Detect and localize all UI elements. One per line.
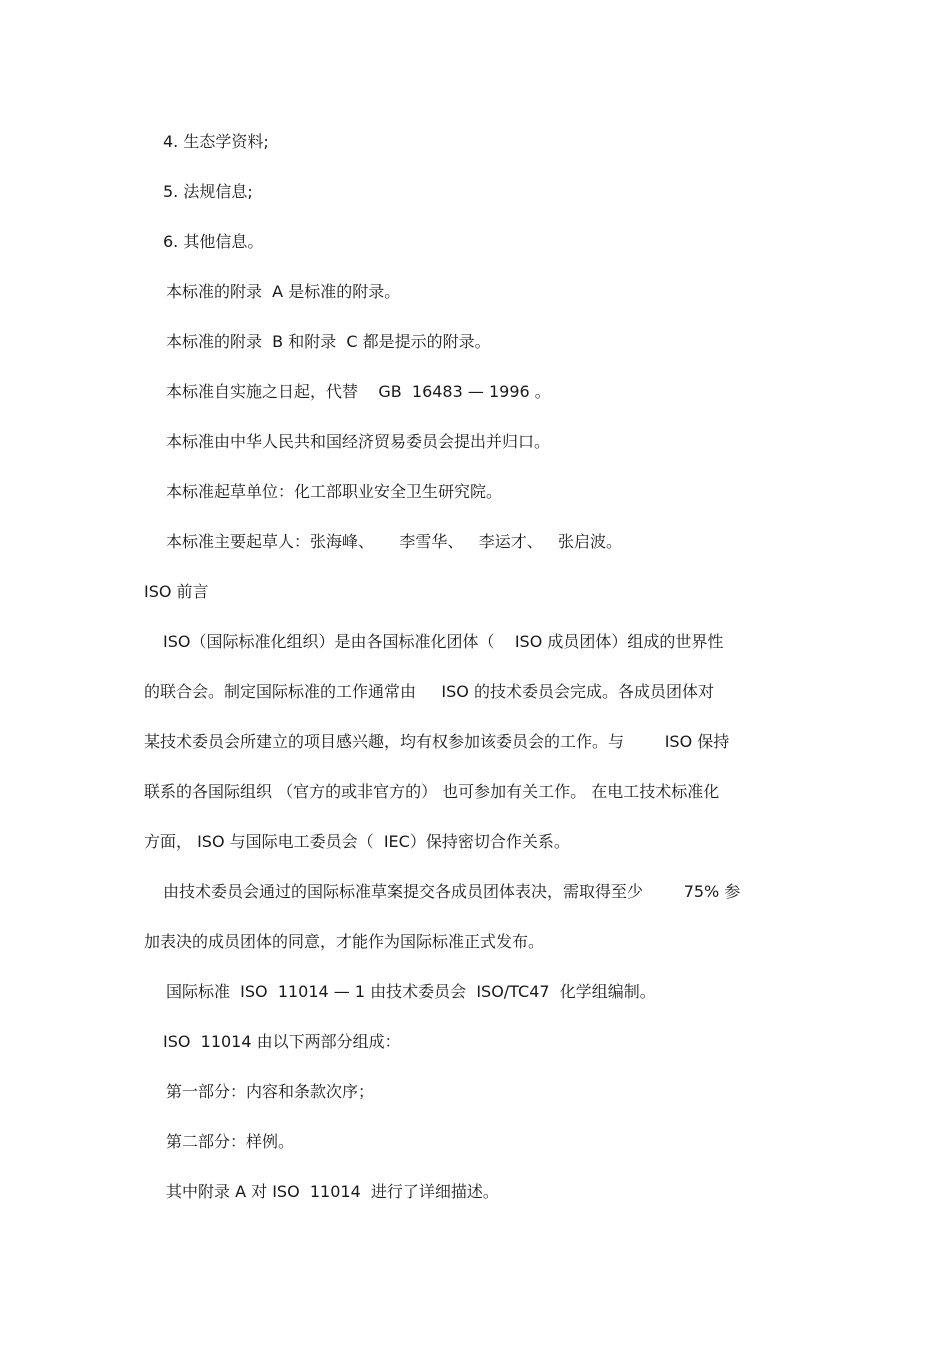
list-item-part-one: 第一部分：内容和条款次序； — [166, 1082, 375, 1101]
paragraph-iso-11014-1: 国际标准 ISO 11014 — 1 由技术委员会 ISO/TC47 化学组编制。 — [166, 982, 656, 1001]
paragraph-appendix-bc: 本标准的附录 B 和附录 C 都是提示的附录。 — [166, 332, 491, 351]
paragraph-text-line: 联系的各国际组织 （官方的或非官方的） 也可参加有关工作。 在电工技术标准化 — [144, 782, 720, 801]
paragraph-appendix-a-description: 其中附录 A 对 ISO 11014 进行了详细描述。 — [166, 1182, 499, 1201]
list-item-ecology: 4. 生态学资料; — [163, 132, 269, 151]
list-item-other: 6. 其他信息。 — [163, 232, 264, 251]
paragraph-drafting-unit: 本标准起草单位：化工部职业安全卫生研究院。 — [166, 482, 503, 501]
paragraph-text-line: 的联合会。制定国际标准的工作通常由 ISO 的技术委员会完成。各成员团体对 — [144, 682, 714, 701]
paragraph-replaces: 本标准自实施之日起，代替 GB 16483 — 1996 。 — [166, 382, 551, 401]
list-item-regulatory: 5. 法规信息; — [163, 182, 253, 201]
paragraph-proposed-by: 本标准由中华人民共和国经济贸易委员会提出并归口。 — [166, 432, 551, 451]
section-heading-iso-foreword: ISO 前言 — [144, 582, 209, 601]
list-item-part-two: 第二部分：样例。 — [166, 1132, 295, 1151]
paragraph-text-line: 某技术委员会所建立的项目感兴趣，均有权参加该委员会的工作。与 ISO 保持 — [144, 732, 730, 751]
paragraph-text-line: 由技术委员会通过的国际标准草案提交各成员团体表决，需取得至少 75% 参 — [163, 882, 741, 901]
paragraph-text-line: ISO（国际标准化组织）是由各国标准化团体（ ISO 成员团体）组成的世界性 — [163, 632, 724, 651]
paragraph-iso-11014-parts: ISO 11014 由以下两部分组成： — [163, 1032, 401, 1051]
paragraph-drafters: 本标准主要起草人：张海峰、 李雪华、 李运才、 张启波。 — [166, 532, 622, 551]
paragraph-text-line: 方面， ISO 与国际电工委员会（ IEC）保持密切合作关系。 — [144, 832, 570, 851]
paragraph-text-line: 加表决的成员团体的同意，才能作为国际标准正式发布。 — [144, 932, 545, 951]
paragraph-appendix-a: 本标准的附录 A 是标准的附录。 — [166, 282, 401, 301]
